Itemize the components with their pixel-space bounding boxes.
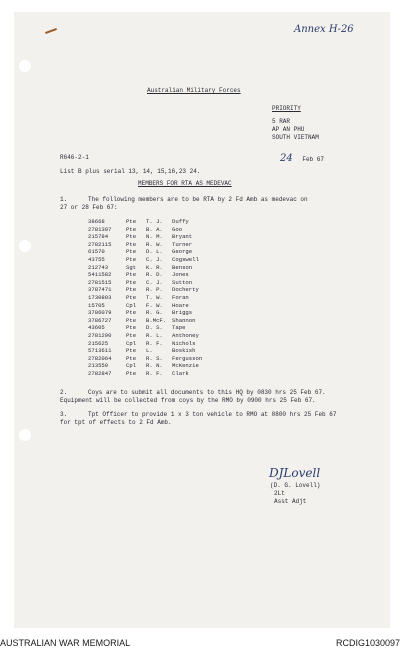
signatory-appointment: Asst Adjt [274,498,307,505]
priority-label: PRIORITY [272,105,301,112]
member-init: T. W. [146,294,163,301]
member-init: R. L. [146,332,163,339]
member-name: Duffy [172,218,189,225]
annex-annotation: Annex H-26 [294,24,354,35]
member-name: Docherty [172,286,199,294]
member-name: Tape [172,324,186,332]
para-1-number: 1. [60,196,68,203]
member-init: C. J. [146,278,163,286]
para-2-line-1: Coys are to submit all documents to this HQ by 0830 hrs 25 Feb 67. [88,389,326,396]
member-no: 2781515 [88,278,112,286]
punch-hole [19,429,31,441]
member-name: Goo [172,225,183,233]
member-rank: Pte [126,309,137,317]
member-no: 43755 [88,256,105,263]
unit-line-3: SOUTH VIETNAM [272,134,319,141]
member-init: R. S. [146,354,163,362]
member-name: McKenzie [172,362,199,370]
handwritten-signature: DJLovell [269,466,321,480]
member-init: R. F. [146,370,163,377]
para-2-number: 2. [60,389,68,396]
para-1-line-2: 27 or 28 Feb 67: [60,204,118,211]
file-reference: R646-2-1 [60,154,89,161]
member-name: Shannon [172,316,196,324]
member-name: Cogswell [172,256,199,263]
date-month-year: Feb 67 [302,156,324,163]
unit-line-1: 5 RAR [272,118,291,125]
member-rank: Pte [126,248,137,256]
member-no: 3787471 [88,286,112,294]
date-day: 24 [280,153,293,164]
member-init: R. W. [146,240,163,248]
member-init: R. D. [146,271,163,279]
unit-line-2: AP AN PHU [272,126,305,133]
member-rank: Pte [126,294,137,301]
para-3-line-2: for tpt of effects to 2 Fd Amb. [60,419,172,426]
member-name: Briggs [172,309,193,317]
member-rank: Pte [126,240,137,248]
member-no: 38668 [88,218,105,225]
member-name: Boskish [172,347,196,355]
member-no: 2781290 [88,332,112,339]
date [280,148,324,166]
para-3-line-1: Tpt Officer to provide 1 x 3 ton vehicle to RMO at 0800 hrs 25 Feb 67 [88,411,337,418]
para-3-number: 3. [60,411,68,418]
member-init: L. [146,347,153,355]
member-init: R. G. [146,309,163,317]
member-no: 3786727 [88,316,112,324]
member-init: K. R. [146,263,163,271]
member-no: 213559 [88,362,109,370]
signatory-name: (D. G. Lovell) [270,482,321,489]
member-name: Foran [172,294,189,301]
member-rank: Pte [126,332,137,339]
member-rank: Pte [126,347,137,355]
para-1-line-1: The following members are to be RTA by 2 Fd Amb as medevac on [88,196,308,203]
member-no: 5713611 [88,347,112,355]
punch-hole [19,240,31,252]
member-name: Clark [172,370,189,377]
member-rank: Pte [126,218,137,225]
member-rank: Cpl [126,362,137,370]
member-no: 1730803 [88,294,112,301]
member-name: Bryant [172,233,193,241]
para-2-line-2: Equipment will be collected from coys by the RMO by 0900 hrs 25 Feb 67. [60,397,316,404]
member-init: N. M. [146,233,163,241]
member-rank: Pte [126,354,137,362]
member-no: 2782064 [88,354,112,362]
footer-archive-name: AUSTRALIAN WAR MEMORIAL [0,638,131,648]
member-name: Hoare [172,301,189,309]
corner-mark [45,28,57,34]
member-init: R. F. [146,339,163,347]
member-rank: Sgt [126,263,137,271]
member-name: Benson [172,263,193,271]
member-name: Jones [172,271,189,279]
member-init: D. S. [146,324,163,332]
members-list [88,218,268,380]
member-no: 215625 [88,339,109,347]
member-name: Turner [172,240,193,248]
member-init: R. P. [146,286,163,294]
member-no: 2782847 [88,370,112,377]
member-rank: Cpl [126,301,137,309]
member-name: Fergusson [172,354,203,362]
member-rank: Cpl [126,339,137,347]
member-no: 15705 [88,301,105,309]
member-rank: Pte [126,271,137,279]
member-no: 3786079 [88,309,112,317]
member-rank: Pte [126,278,137,286]
member-init: B. A. [146,225,163,233]
member-no: 2782115 [88,240,112,248]
member-rank: Pte [126,324,137,332]
member-no: 212743 [88,263,109,271]
document-page [14,12,390,628]
member-init: D. L. [146,248,163,256]
subject-line: MEMBERS FOR RTA AS MEDEVAC [138,180,232,187]
member-rank: Pte [126,233,137,241]
member-name: George [172,248,193,256]
member-no: 215784 [88,233,109,241]
member-init: B.McF. [146,316,167,324]
list-reference: List B plus serial 13, 14, 15,16,23 24. [60,168,201,175]
signatory-rank: 2Lt [274,490,285,497]
member-rank: Pte [126,286,137,294]
member-rank: Pte [126,370,137,377]
member-init: R. N. [146,362,163,370]
member-no: 5411582 [88,271,112,279]
document-heading: Australian Military Forces [147,87,241,94]
member-init: C. J. [146,256,163,263]
member-no: 43605 [88,324,105,332]
punch-hole [19,60,31,72]
member-rank: Pte [126,316,137,324]
member-rank: Pte [126,256,137,263]
member-name: Sutton [172,278,193,286]
footer-item-id: RCDIG1030097 [335,638,400,648]
member-no: 2781397 [88,225,112,233]
member-rank: Pte [126,225,137,233]
member-init: T. J. [146,218,163,225]
member-init: F. W. [146,301,163,309]
member-no: 61570 [88,248,105,256]
member-name: Anthoney [172,332,199,339]
member-name: Nichols [172,339,196,347]
